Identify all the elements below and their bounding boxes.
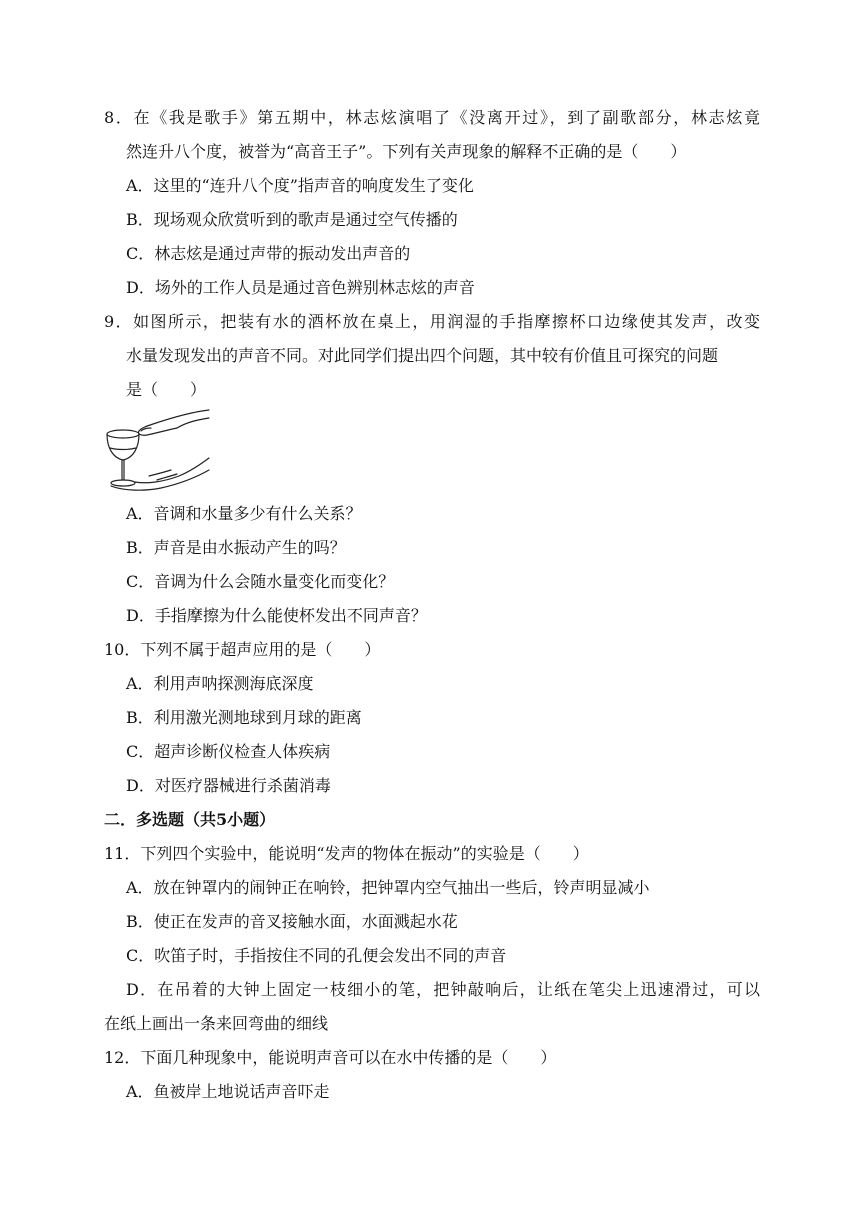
q8-option-a: A．这里的“连升八个度”指声音的响度发生了变化: [126, 176, 474, 195]
q9-stem-line3: 是（ ）: [126, 380, 207, 399]
q12-stem: 12．下面几种现象中，能说明声音可以在水中传播的是（ ）: [104, 1048, 557, 1067]
q12-option-a: A．鱼被岸上地说话声音吓走: [126, 1082, 330, 1101]
q10-option-a: A．利用声呐探测海底深度: [126, 674, 314, 693]
q9-stem-line2: 水量发现发出的声音不同。对此同学们提出四个问题，其中较有价值且可探究的问题: [126, 346, 719, 365]
q8-option-b: B．现场观众欣赏听到的歌声是通过空气传播的: [126, 210, 458, 229]
q8-stem-line2: 然连升八个度，被誉为“高音王子”。下列有关声现象的解释不正确的是（ ）: [126, 142, 687, 161]
q11-option-d-continued: 在纸上画出一条来回弯曲的细线: [104, 1014, 329, 1033]
q10-option-b: B．利用激光测地球到月球的距离: [126, 708, 362, 727]
q9-stem-line1: 9．如图所示，把装有水的酒杯放在桌上，用润湿的手指摩擦杯口边缘使其发声，改变: [104, 312, 760, 331]
q11-option-a: A．放在钟罩内的闹钟正在响铃，把钟罩内空气抽出一些后，铃声明显减小: [126, 878, 650, 897]
q10-option-d: D．对医疗器械进行杀菌消毒: [126, 776, 331, 795]
q11-option-c: C．吹笛子时，手指按住不同的孔便会发出不同的声音: [126, 946, 507, 965]
q10-option-c: C．超声诊断仪检查人体疾病: [126, 742, 331, 761]
q10-stem: 10．下列不属于超声应用的是（ ）: [104, 640, 381, 659]
q9-option-b: B．声音是由水振动产生的吗？: [126, 538, 346, 557]
q9-option-a: A．音调和水量多少有什么关系？: [126, 504, 362, 523]
q9-option-d: D．手指摩擦为什么能使杯发出不同声音？: [126, 606, 427, 625]
wine-glass-illustration: [101, 404, 211, 494]
q8-option-c: C．林志炫是通过声带的振动发出声音的: [126, 244, 411, 263]
section-heading-multiple-choice: 二．多选题（共5小题）: [104, 810, 276, 829]
q11-stem: 11．下列四个实验中，能说明“发声的物体在振动”的实验是（ ）: [104, 844, 589, 863]
q9-option-c: C．音调为什么会随水量变化而变化？: [126, 572, 395, 591]
q8-stem-line1: 8．在《我是歌手》第五期中，林志炫演唱了《没离开过》，到了副歌部分，林志炫竟: [104, 108, 760, 127]
q11-option-d: D．在吊着的大钟上固定一枝细小的笔，把钟敲响后，让纸在笔尖上迅速滑过，可以: [126, 980, 760, 999]
q11-option-b: B．使正在发声的音叉接触水面，水面溅起水花: [126, 912, 458, 931]
q8-option-d: D．场外的工作人员是通过音色辨别林志炫的声音: [126, 278, 475, 297]
